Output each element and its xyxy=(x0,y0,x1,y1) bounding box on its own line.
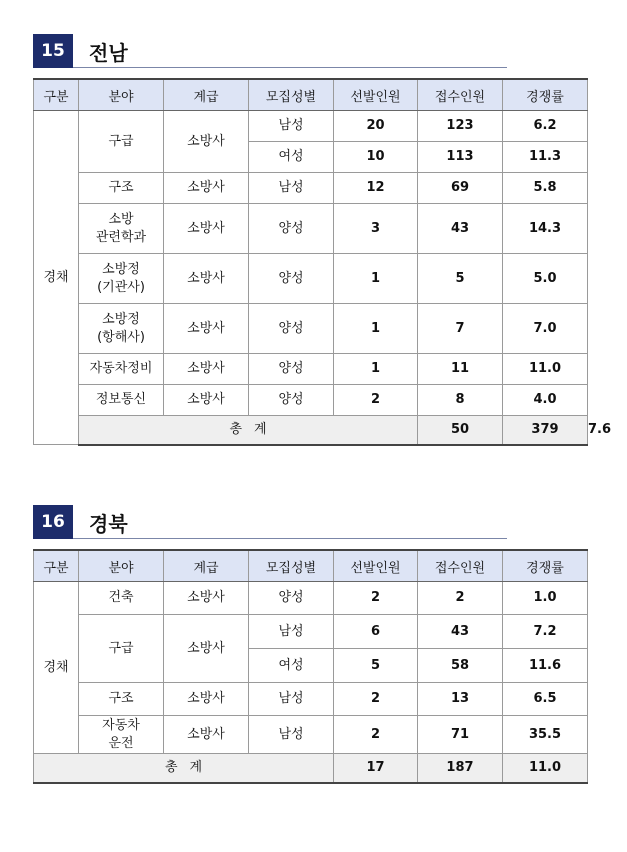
total-ratio: 11.0 xyxy=(503,754,588,783)
total-row: 총 계 50 379 7.6 xyxy=(34,416,588,445)
rank-cell: 소방사 xyxy=(164,111,249,173)
table-header-row xyxy=(34,79,588,111)
applied-cell: 43 xyxy=(418,615,503,649)
rank-cell: 소방사 xyxy=(164,385,249,416)
table-row xyxy=(34,716,588,754)
total-selected: 50 xyxy=(418,416,503,445)
header-field: 분야 xyxy=(79,79,164,111)
gender-cell: 양성 xyxy=(249,254,334,304)
rank-cell: 소방사 xyxy=(164,716,249,754)
selected-cell: 5 xyxy=(334,649,418,683)
header-gender: 모집성별 xyxy=(249,79,334,111)
total-applied: 187 xyxy=(418,754,503,783)
gender-cell: 양성 xyxy=(249,204,334,254)
selected-cell: 6 xyxy=(334,615,418,649)
field-cell: 구급 xyxy=(79,615,164,683)
selected-cell: 3 xyxy=(334,204,418,254)
rank-cell: 소방사 xyxy=(164,582,249,615)
gender-cell: 양성 xyxy=(249,582,334,615)
selected-cell: 20 xyxy=(334,111,418,142)
section-header xyxy=(33,505,587,539)
selected-cell: 2 xyxy=(334,385,418,416)
field-line2: 관련학과 xyxy=(95,229,147,245)
total-label-a: 총 xyxy=(229,421,242,437)
field-line1: 소방정 xyxy=(102,311,140,327)
applied-cell: 71 xyxy=(418,716,503,754)
header-category: 구분 xyxy=(34,550,79,582)
total-applied: 379 xyxy=(503,416,588,445)
applied-cell: 5 xyxy=(418,254,503,304)
field-line1: 소방 xyxy=(108,211,134,227)
table-row xyxy=(34,204,588,254)
field-line2: (기관사) xyxy=(97,279,145,295)
applied-cell: 123 xyxy=(418,111,503,142)
total-label xyxy=(34,754,334,783)
applied-cell: 2 xyxy=(418,582,503,615)
applied-cell: 43 xyxy=(418,204,503,254)
category-cell: 경채 xyxy=(34,111,79,445)
field-line1: 자동차 xyxy=(102,717,140,733)
applied-cell: 13 xyxy=(418,683,503,716)
table-row xyxy=(34,111,588,142)
ratio-cell: 7.2 xyxy=(503,615,588,649)
section-number-badge: 15 xyxy=(33,34,73,68)
ratio-cell: 11.0 xyxy=(503,354,588,385)
field-cell xyxy=(79,204,164,254)
header-gender: 모집성별 xyxy=(249,550,334,582)
rank-cell: 소방사 xyxy=(164,683,249,716)
total-label-b: 계 xyxy=(189,759,203,775)
field-cell: 건축 xyxy=(79,582,164,615)
total-selected: 17 xyxy=(334,754,418,783)
table-row xyxy=(34,683,588,716)
field-line1: 소방정 xyxy=(102,261,140,277)
field-line2: (항해사) xyxy=(97,329,145,345)
table-header-row xyxy=(34,550,588,582)
ratio-cell: 5.8 xyxy=(503,173,588,204)
header-applied: 접수인원 xyxy=(418,79,503,111)
section-jeonnam xyxy=(33,34,612,446)
gender-cell: 남성 xyxy=(249,716,334,754)
rank-cell: 소방사 xyxy=(164,615,249,683)
selected-cell: 1 xyxy=(334,304,418,354)
header-applied: 접수인원 xyxy=(418,550,503,582)
gender-cell: 여성 xyxy=(249,649,334,683)
header-rank: 계급 xyxy=(164,79,249,111)
rank-cell: 소방사 xyxy=(164,173,249,204)
ratio-cell: 14.3 xyxy=(503,204,588,254)
gender-cell: 남성 xyxy=(249,173,334,204)
section-number-badge: 16 xyxy=(33,505,73,539)
field-cell xyxy=(79,304,164,354)
selected-cell: 10 xyxy=(334,142,418,173)
ratio-cell: 1.0 xyxy=(503,582,588,615)
gender-cell: 남성 xyxy=(249,615,334,649)
field-cell xyxy=(79,716,164,754)
gender-cell: 양성 xyxy=(249,304,334,354)
total-label-a: 총 xyxy=(164,759,178,775)
section-underline xyxy=(73,538,507,539)
table-row xyxy=(34,173,588,204)
gender-cell: 양성 xyxy=(249,354,334,385)
rank-cell: 소방사 xyxy=(164,204,249,254)
rank-cell: 소방사 xyxy=(164,254,249,304)
applied-cell: 7 xyxy=(418,304,503,354)
ratio-cell: 4.0 xyxy=(503,385,588,416)
table-row xyxy=(34,304,588,354)
header-selected: 선발인원 xyxy=(334,79,418,111)
total-label xyxy=(79,416,418,445)
selected-cell: 2 xyxy=(334,716,418,754)
ratio-cell: 11.6 xyxy=(503,649,588,683)
section-title: 전남 xyxy=(89,41,128,65)
ratio-cell: 7.0 xyxy=(503,304,588,354)
header-rank: 계급 xyxy=(164,550,249,582)
section-underline xyxy=(73,67,507,68)
selected-cell: 1 xyxy=(334,254,418,304)
selected-cell: 2 xyxy=(334,683,418,716)
field-cell: 정보통신 xyxy=(79,385,164,416)
table-row xyxy=(34,354,588,385)
section-title: 경북 xyxy=(89,512,128,536)
applied-cell: 8 xyxy=(418,385,503,416)
header-ratio: 경쟁률 xyxy=(503,79,588,111)
rank-cell: 소방사 xyxy=(164,354,249,385)
header-ratio: 경쟁률 xyxy=(503,550,588,582)
gender-cell: 남성 xyxy=(249,111,334,142)
header-selected: 선발인원 xyxy=(334,550,418,582)
section-header xyxy=(33,34,587,68)
category-cell: 경채 xyxy=(34,582,79,754)
gender-cell: 여성 xyxy=(249,142,334,173)
table-row xyxy=(34,254,588,304)
field-cell: 구조 xyxy=(79,173,164,204)
recruitment-table xyxy=(33,78,612,446)
table-row xyxy=(34,582,588,615)
field-cell xyxy=(79,254,164,304)
applied-cell: 58 xyxy=(418,649,503,683)
ratio-cell: 5.0 xyxy=(503,254,588,304)
table-row xyxy=(34,385,588,416)
field-cell: 구조 xyxy=(79,683,164,716)
header-field: 분야 xyxy=(79,550,164,582)
ratio-cell: 6.5 xyxy=(503,683,588,716)
total-row xyxy=(34,754,588,783)
field-cell: 자동차정비 xyxy=(79,354,164,385)
selected-cell: 2 xyxy=(334,582,418,615)
section-gyeongbuk xyxy=(33,505,587,784)
field-cell: 구급 xyxy=(79,111,164,173)
header-category: 구분 xyxy=(34,79,79,111)
ratio-cell: 11.3 xyxy=(503,142,588,173)
ratio-cell: 6.2 xyxy=(503,111,588,142)
recruitment-table xyxy=(33,549,588,784)
applied-cell: 11 xyxy=(418,354,503,385)
applied-cell: 113 xyxy=(418,142,503,173)
selected-cell: 1 xyxy=(334,354,418,385)
total-label-b: 계 xyxy=(254,421,267,437)
selected-cell: 12 xyxy=(334,173,418,204)
gender-cell: 양성 xyxy=(249,385,334,416)
applied-cell: 69 xyxy=(418,173,503,204)
ratio-cell: 35.5 xyxy=(503,716,588,754)
rank-cell: 소방사 xyxy=(164,304,249,354)
table-row xyxy=(34,615,588,649)
field-line2: 운전 xyxy=(108,735,134,751)
gender-cell: 남성 xyxy=(249,683,334,716)
